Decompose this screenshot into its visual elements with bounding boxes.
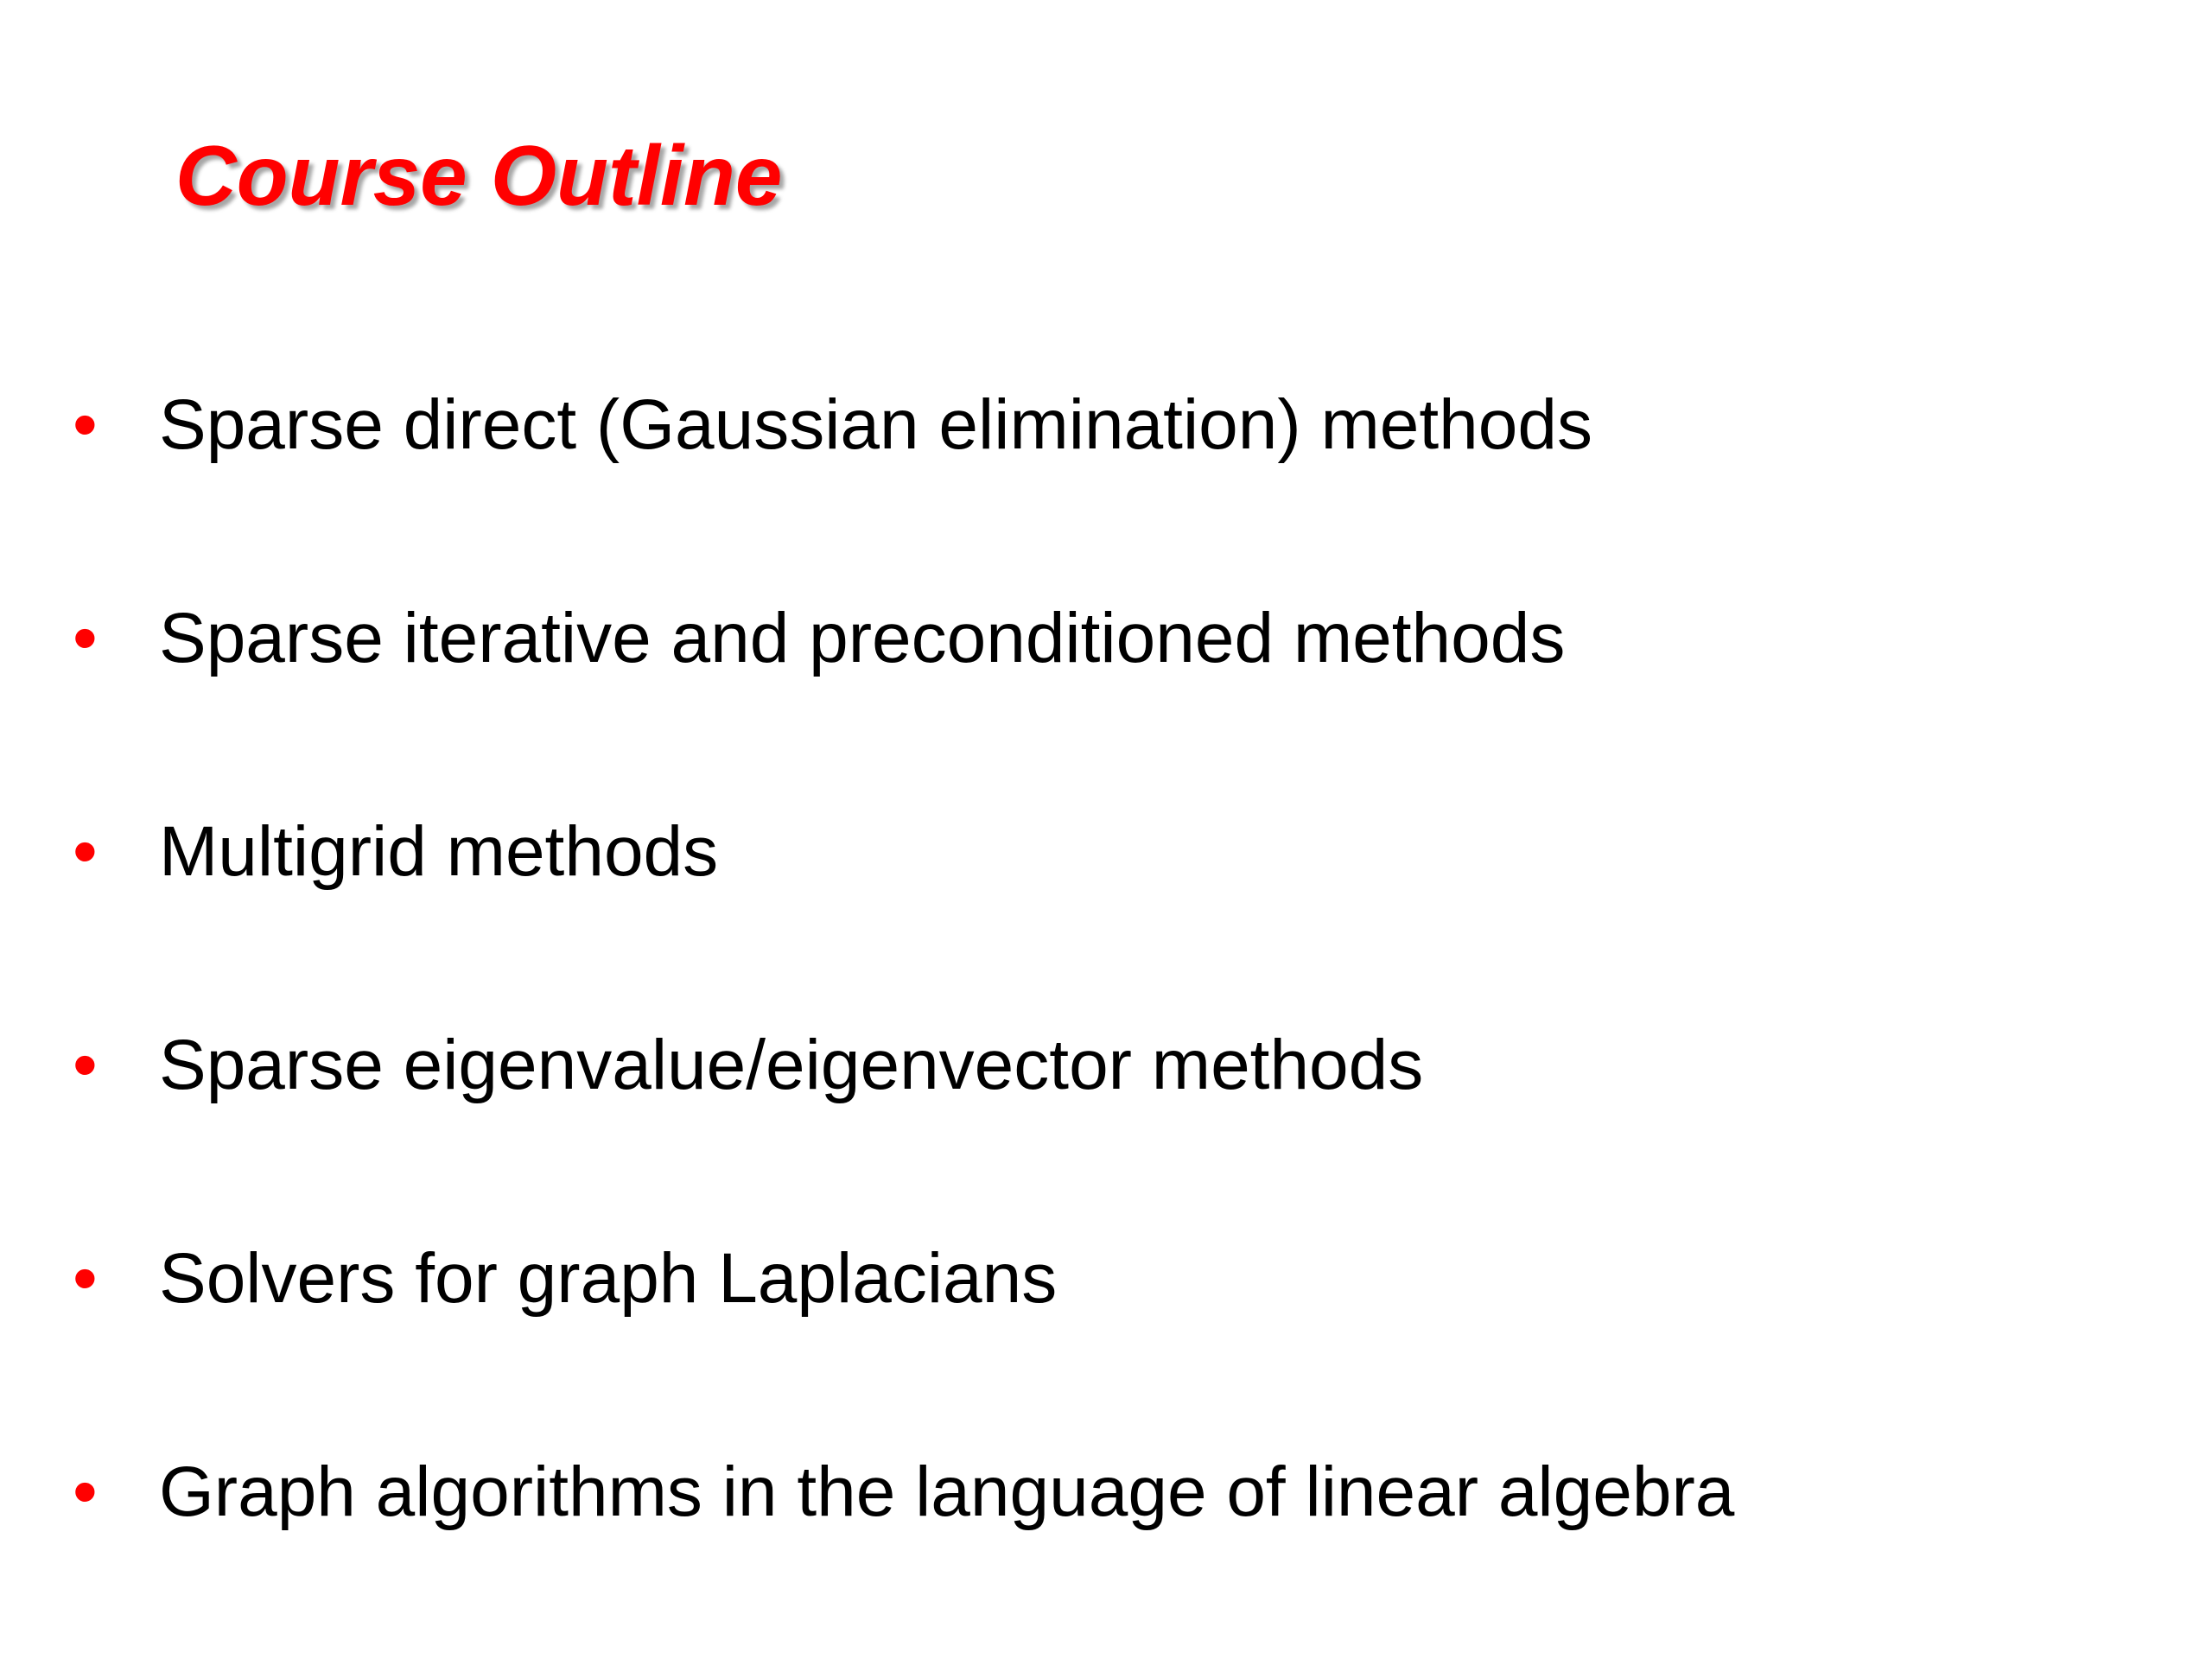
list-item bbox=[0, 1223, 2074, 1335]
list-item-text: Multigrid methods bbox=[159, 812, 719, 891]
bullet-icon: • bbox=[73, 1452, 98, 1531]
bullet-icon: • bbox=[73, 1026, 98, 1104]
list-item-text: Sparse iterative and preconditioned methods bbox=[159, 599, 1566, 677]
list-item bbox=[0, 369, 2074, 481]
list-item bbox=[0, 582, 2074, 695]
list-item bbox=[0, 796, 2074, 908]
list-item bbox=[0, 1009, 2074, 1122]
list-item-text: Graph algorithms in the language of linear algebra bbox=[159, 1452, 1735, 1531]
bullet-icon: • bbox=[73, 385, 98, 464]
bullet-icon: • bbox=[73, 1239, 98, 1318]
list-item-text: Sparse eigenvalue/eigenvector methods bbox=[159, 1026, 1424, 1104]
list-item-text: Sparse direct (Gaussian elimination) methods bbox=[159, 385, 1592, 464]
list-item-text: Solvers for graph Laplacians bbox=[159, 1239, 1058, 1318]
bullet-icon: • bbox=[73, 812, 98, 891]
bullet-icon: • bbox=[73, 599, 98, 677]
slide-title: Course Outline bbox=[175, 128, 783, 223]
list-item bbox=[0, 1436, 2074, 1548]
